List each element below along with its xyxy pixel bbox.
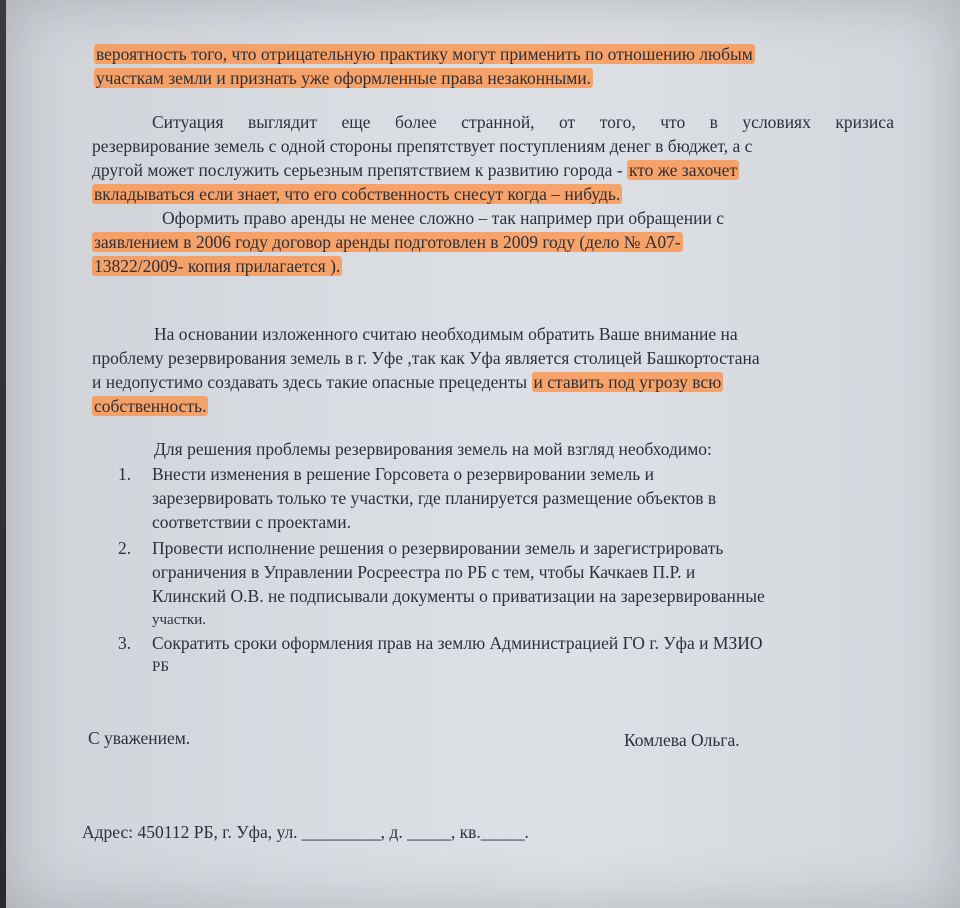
signature-name: Комлева Ольга.: [624, 730, 740, 750]
highlighted-text: вероятность того, что отрицательную практику могут применить по отношению любым: [96, 44, 753, 64]
paragraph-2-line-3: другой может послужить серьезным препятствием к развитию города - кто же захочет: [92, 160, 738, 180]
paragraph-1-line-1: [94, 42, 894, 66]
highlighted-text: участкам земли и признать уже оформленные права незаконными.: [96, 68, 592, 88]
address-line: Адрес: 450112 РБ, г. Уфа, ул. _________, д. _____, кв._____.: [82, 822, 529, 842]
list-number: 3.: [118, 633, 132, 653]
paragraph-2-line-7: [92, 254, 894, 278]
highlighted-text: и ставить под угрозу всю: [533, 372, 722, 392]
highlighted-text: заявлением в 2006 году договор аренды подготовлен в 2009 году (дело № А07-: [94, 232, 681, 252]
paragraph-1-line-2: [94, 66, 894, 90]
list-item-line: Клинский О.В. не подписывали документы о приватизации на зарезервированные: [152, 586, 765, 606]
highlighted-text: кто же захочет: [628, 160, 738, 180]
highlighted-text: собственность.: [94, 396, 207, 416]
list-intro: Для решения проблемы резервирования земель на мой взгляд необходимо:: [154, 439, 712, 459]
list-item-line: РБ: [152, 659, 169, 675]
paragraph-2: [92, 110, 894, 278]
list-item-line: соответствии с проектами.: [152, 512, 351, 532]
paragraph-2-line-5: Оформить право аренды не менее сложно – так например при обращении с: [162, 208, 724, 228]
list-item-line: участки.: [152, 612, 206, 628]
list-item-2: [152, 536, 894, 632]
list-item-line: зарезервировать только те участки, где планируется размещение объектов в: [152, 488, 717, 508]
list-item-line: Провести исполнение решения о резервировании земель и зарегистрировать: [152, 538, 724, 558]
paragraph-3: [92, 322, 894, 418]
paragraph-2-line-4: [92, 182, 894, 206]
list-number: 1.: [118, 464, 132, 484]
list-item-line: Внести изменения в решение Горсовета о резервировании земель и: [152, 464, 655, 484]
list-item-3: [152, 631, 894, 679]
paragraph-3-line-1: На основании изложенного считаю необходимым обратить Ваше внимание на: [154, 324, 738, 344]
paragraph-1: [94, 42, 894, 90]
list-item-line: ограничения в Управлении Росреестра по РБ с тем, чтобы Качкаев П.Р. и: [152, 562, 696, 582]
closing-phrase: С уважением.: [88, 728, 191, 748]
paper-sheet: [6, 0, 960, 908]
highlighted-text: 13822/2009- копия прилагается ).: [94, 256, 341, 276]
paragraph-2-line-1: Ситуация выглядит еще более странной, от того, что в условиях кризиса: [152, 112, 894, 132]
paragraph-3-line-4: [92, 394, 894, 418]
paragraph-3-line-3: и недопустимо создавать здесь такие опасные прецеденты и ставить под угрозу всю: [92, 372, 722, 392]
highlighted-text: вкладываться если знает, что его собственность снесут когда – нибудь.: [94, 184, 621, 204]
list-number: 2.: [118, 538, 132, 558]
list-item-line: Сократить сроки оформления прав на землю Администрацией ГО г. Уфа и МЗИО: [152, 633, 763, 653]
paragraph-3-line-2: проблему резервирования земель в г. Уфе ,так как Уфа является столицей Башкортостана: [92, 348, 760, 368]
list-item-1: [152, 462, 894, 534]
paragraph-2-line-6: [92, 230, 894, 254]
paragraph-2-line-2: резервирование земель с одной стороны препятствует поступлениям денег в бюджет, а с: [92, 136, 753, 156]
